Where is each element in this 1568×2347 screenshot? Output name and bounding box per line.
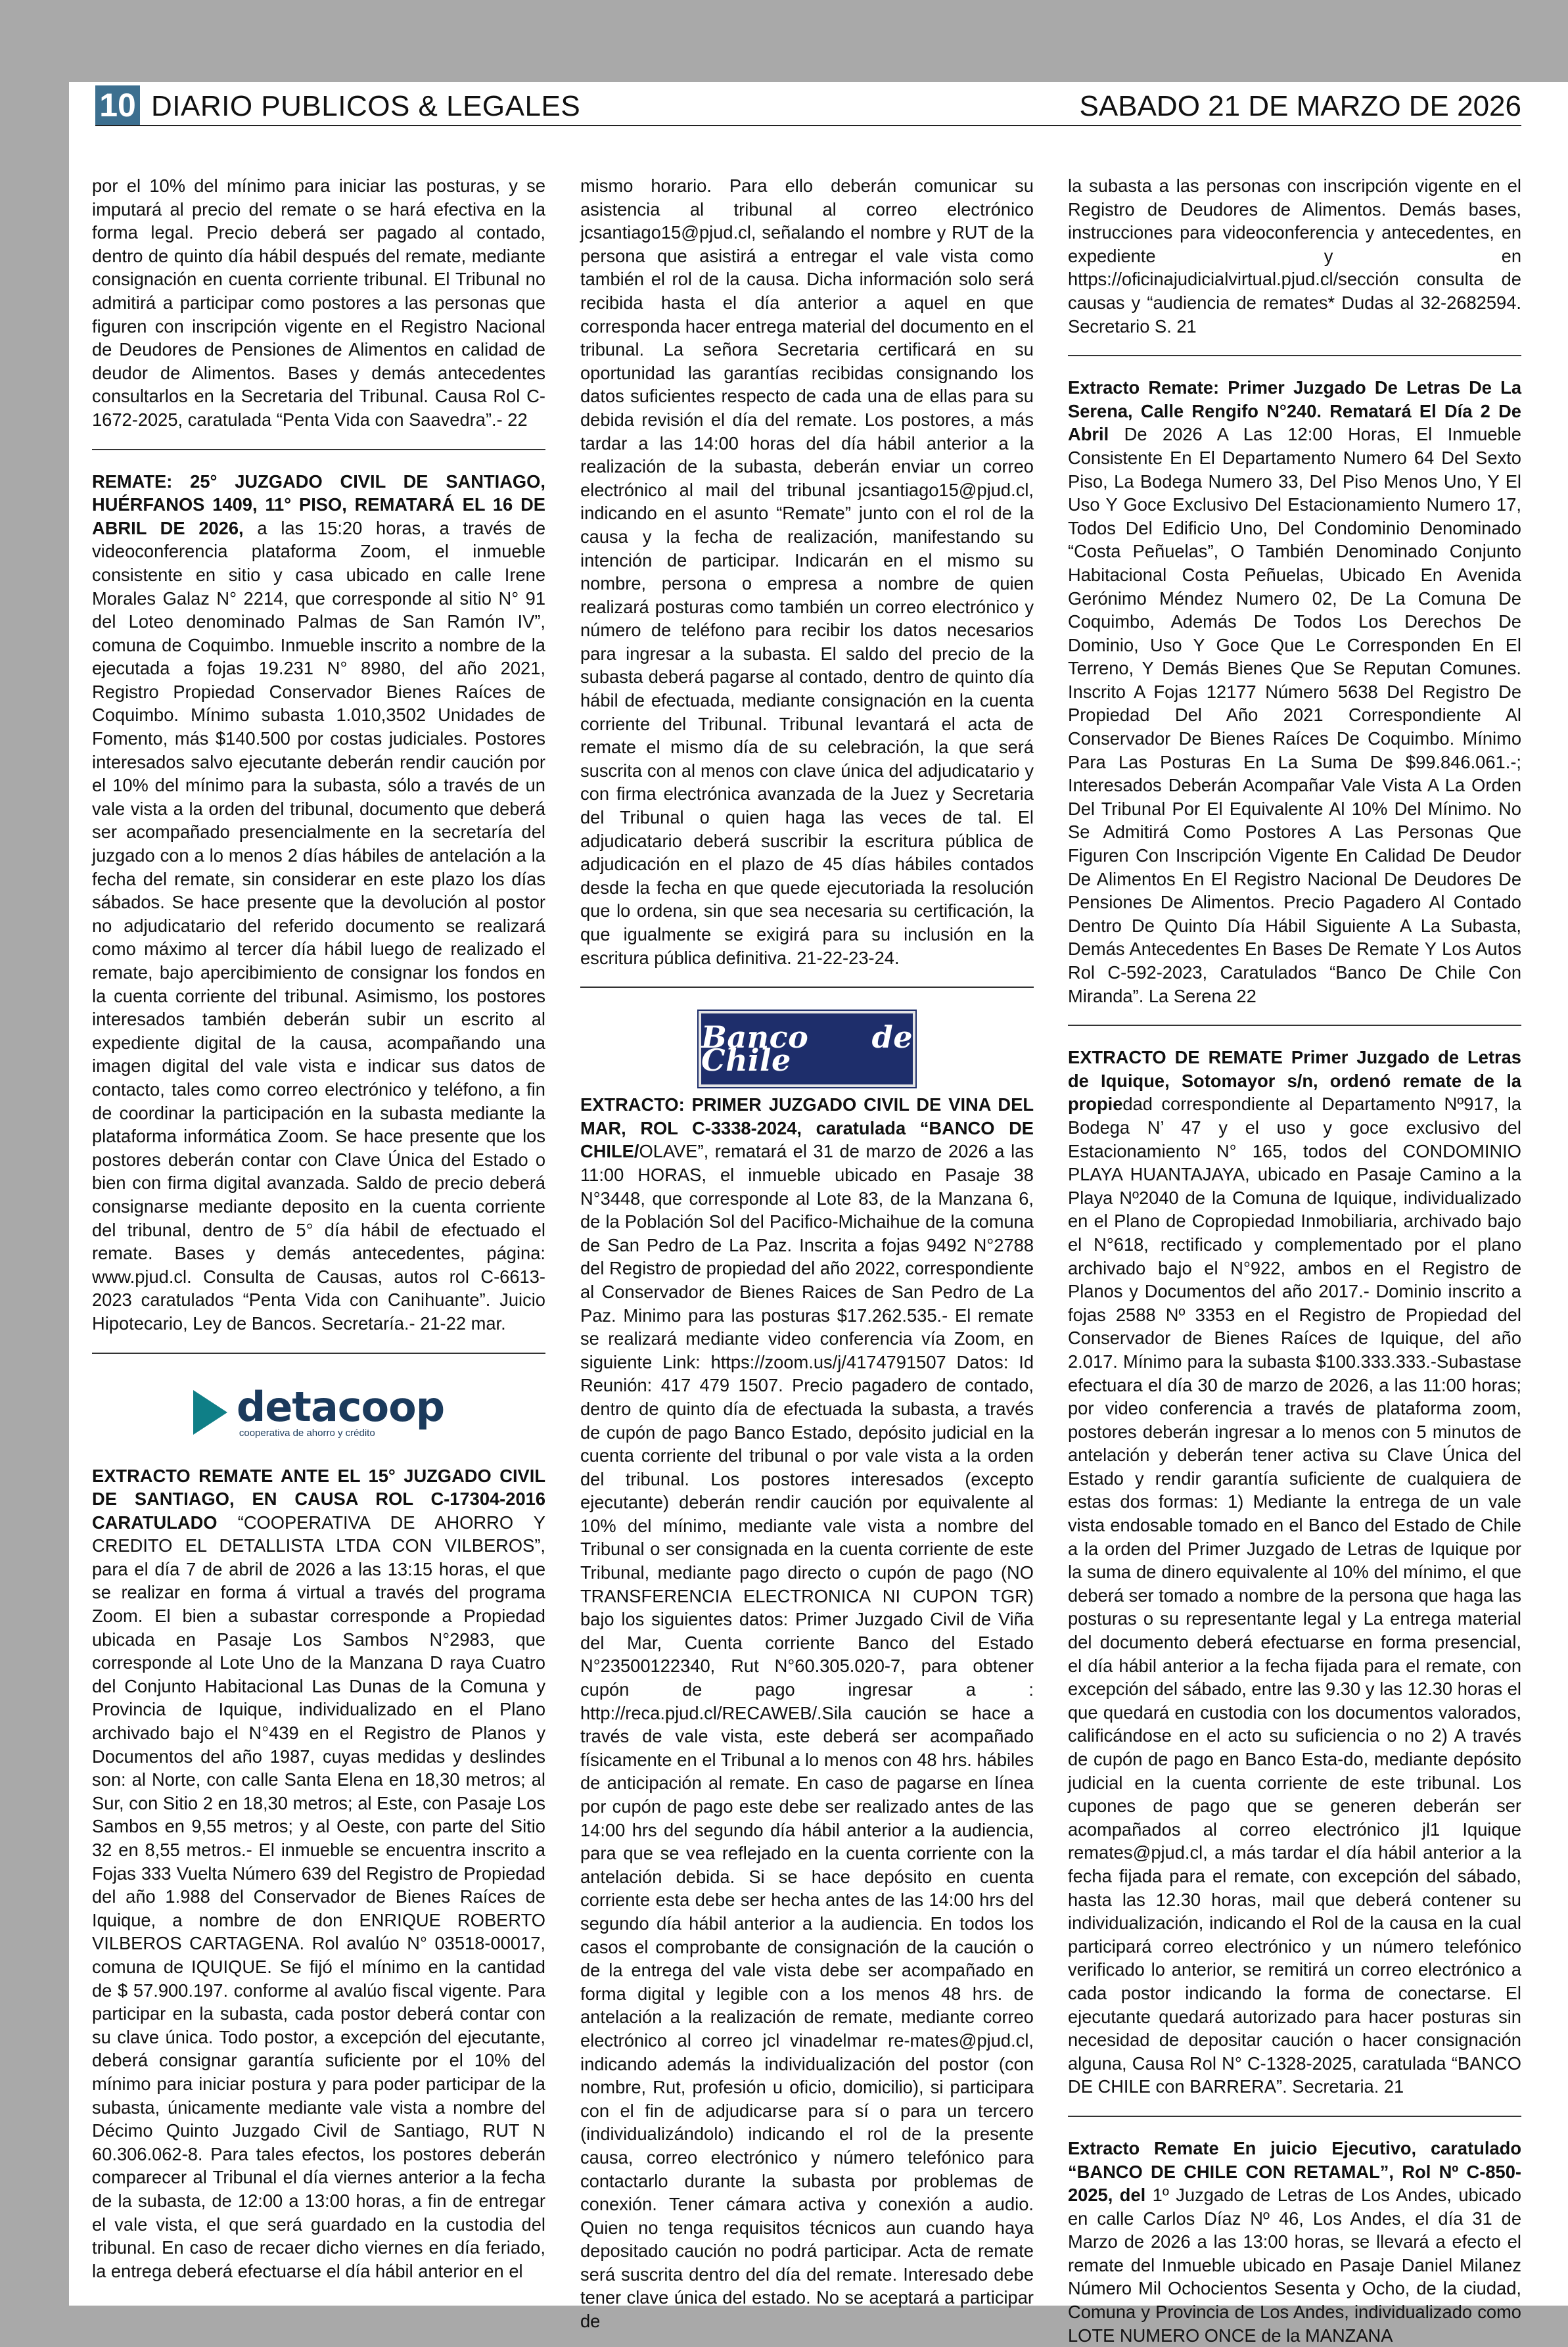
column-2 bbox=[580, 174, 1034, 2333]
notice-iquique: EXTRACTO DE REMATE Primer Juzgado de Letras de Iquique, Sotomayor s/n, ordenó remate de la propiedad correspondiente al Departamento Nº917, la Bodega N’ 47 y el uso y goce exclusivo del Estacionamiento N° 165, todos del CONDOMINIO PLAYA HUANTAJAYA, ubicado en Pasaje Camino a la Playa Nº2040 de la Comuna de Iquique, individualizado en el Plano de Copropiedad Inmobiliaria, archivado bajo el N°618, rectificado y complementado por el plano archivado bajo el N°922, ambos en el Registro de Planos y Documentos del año 2017.- Dominio inscrito a fojas 2588 Nº 3353 en el Registro de Propiedad del Conservador de Bienes Raíces de Iquique, del año 2.017. Mínimo para la subasta $100.333.333.-Subastase efectuara el día 30 de marzo de 2026, a las 11:00 horas; por video conferencia a través de plataforma zoom, postores deberán ingresar a lo menos con 5 minutos de antelación y deberán tener activa su Clave Única del Estado y rendir garantía suficiente de cualquiera de estas dos formas: 1) Mediante la entrega de un vale vista endosable tomado en el Banco del Estado de Chile a la orden del Primer Juzgado de Letras de Iquique por la suma de dinero equivalente al 10% del mínimo, el que deberá ser tomado a nombre de la persona que haga las posturas o su representante legal y La entrega material del documento deberá efectuarse en forma presencial, el día hábil anterior a la fecha fijada para el remate, con excepción del sábado, entre las 9.30 y las 12.30 horas el que quedará en custodia con los documentos valorados, calificándose en el acto su suficiencia o no 2) A través de cupón de pago en Banco Esta-do, mediante depósito judicial en la cuenta corriente de este tribunal. Los cupones de pago que se generen deberán ser acompañados al correo electrónico jl1 Iquique remates@pjud.cl, a más tardar el día hábil anterior a la fecha fijada para el remate, con excepción del sábado, hasta las 12.30 horas, mail que deberá contener su individualización, indicando el Rol de la causa en la cual participará correo electrónico y un número telefónico verificado lo anterior, se remitirá un correo electrónico a cada postor indicando la forma de conectarse. El ejecutante quedará autorizado para hacer posturas sin necesidad de depositar caución o hacer consignación alguna, Causa Rol N° C-1328-2025, caratulada “BANCO DE CHILE con BARRERA”. Secretaria. 21 bbox=[1068, 1047, 1521, 2097]
notice-la-serena: Extracto Remate: Primer Juzgado De Letras De La Serena, Calle Rengifo N°240. Rematará El Día 2 De Abril De 2026 A Las 12:00 Horas, El Inmueble Consistente En El Departamento Numero 64 Del Sexto Piso, La Bodega Numero 33, Del Piso Menos Uno, Y El Uso Y Goce Exclusivo Del Estacionamiento Numero 17, Todos Del Edificio Uno, Del Condominio Denominado “Costa Peñuelas”, O También Denominado Conjunto Habitacional Costa Peñuelas, Ubicado En Avenida Gerónimo Méndez Numero 02, De La Comuna De Coquimbo, Además De Todos Los Derechos De Dominio, Uso Y Goce Que Le Corresponden En El Terreno, Y Demás Bienes Que Se Reputan Comunes. Inscrito A Fojas 12177 Número 5638 Del Registro De Propiedad Del Año 2021 Correspondiente Al Conservador De Bienes Raíces De Coquimbo. Mínimo Para Las Posturas En La Suma De $99.846.061.-; Interesados Deberán Acompañar Vale Vista A La Orden Del Tribunal Por El Equivalente Al 10% Del Mínimo. No Se Admitirá Como Postores A Las Personas Que Figuren Con Inscripción Vigente En Calidad De Deudor De Alimentos En El Registro Nacional De Deudores De Pensiones De Alimentos. Precio Pagadero Al Contado Dentro De Quinto Día Hábil Siguiente A La Subasta, Demás Antecedentes En Bases De Remate Y Los Autos Rol C-592-2023, Caratulados “Banco De Chile Con Miranda”. La Serena 22 bbox=[1068, 377, 1521, 1006]
notice-vina-del-mar-cont: la subasta a las personas con inscripción vigente en el Registro de Deudores de Alimentos. Demás bases, instrucciones para videoconferencia y antecedentes, en expediente y en https://oficinajudicialvirtual.pjud.cl/sección consulta de causas y “audiencia de remates* Dudas al 32-2682594. Secretario S. 21 bbox=[1068, 175, 1521, 337]
notice-heading: EXTRACTO REMATE ANTE EL 15° JUZGADO CIVIL DE SANTIAGO, EN CAUSA ROL C-17304-2016 CARATULADO bbox=[92, 1465, 545, 1533]
divider bbox=[1068, 1025, 1521, 1026]
detacoop-name: detacoop bbox=[236, 1382, 445, 1431]
banco-name: Banco de Chile bbox=[701, 1019, 913, 1079]
publication-name: DIARIO PUBLICOS & LEGALES bbox=[151, 90, 581, 122]
notice-los-andes: Extracto Remate En juicio Ejecutivo, caratulado “BANCO DE CHILE CON RETAMAL”, Rol Nº C-850-2025, del 1º Juzgado de Letras de Los Andes, ubicado en calle Carlos Díaz Nº 46, Los Andes, el día 31 de Marzo de 2026 a las 13:00 horas, se llevará a efecto el remate del Inmueble ubicado en Pasaje Daniel Milanez Número Mil Ochocientos Sesenta y Ocho, de la ciudad, Comuna y Provincia de Los Andes, individualizado como LOTE NUMERO ONCE de la MANZANA bbox=[1068, 2137, 1521, 2346]
divider bbox=[92, 1353, 545, 1354]
divider bbox=[580, 987, 1034, 988]
notice-heading: REMATE: 25° JUZGADO CIVIL DE SANTIAGO, HUÉRFANOS 1409, 11° PISO, REMATARÁ EL 16 DE ABRIL DE 2026, bbox=[92, 471, 545, 538]
column-3 bbox=[1068, 174, 1521, 2347]
page-header bbox=[95, 85, 1521, 126]
divider bbox=[92, 449, 545, 450]
page-number: 10 bbox=[95, 85, 140, 125]
detacoop-mark-icon bbox=[193, 1390, 227, 1435]
banco-de-chile-logo bbox=[580, 1008, 1034, 1090]
notice-vina-del-mar: EXTRACTO: PRIMER JUZGADO CIVIL DE VINA DEL MAR, ROL C-3338-2024, caratulada “BANCO DE CHILE/OLAVE”, rematará el 31 de marzo de 2026 a las 11:00 HORAS, el inmueble ubicado en Pasaje 38 N°3448, que corresponde al Lote 83, de la Manzana 6, de la Población Sol del Pacifico-Michaihue de la comuna de San Pedro de La Paz. Inscrita a fojas 9492 N°2788 del Registro de propiedad del año 2022, correspondiente al Conservador de Bienes Raices de San Pedro de La Paz. Minimo para las posturas $17.262.535.- El remate se realizará mediante video conferencia vía Zoom, en siguiente Link: https://zoom.us/j/4174791507 Datos: Id Reunión: 417 479 1507. Precio pagadero de contado, dentro de quinto día de efectuada la subasta, a través de cupón de pago Banco Estado, depósito judicial en la cuenta corriente del tribunal o por vale vista a la orden del tribunal. Los postores interesados (excepto ejecutante) deberán rendir caución por equivalente al 10% del mínimo, mediante vale vista a nombre del Tribunal o ser consignada en la cuenta corriente de este Tribunal, mediante pago directo o cupón de pago (NO TRANSFERENCIA ELECTRONICA NI CUPON TGR) bajo los siguientes datos: Primer Juzgado Civil de Viña del Mar, Cuenta corriente Banco del Estado N°23500122340, Rut N°60.305.020-7, para obtener cupón de pago ingresar a : http://reca.pjud.cl/RECAWEB/.Sila caución se hace a través de vale vista, este deberá ser acompañado físicamente en el Tribunal a lo menos con 48 hrs. hábiles de anticipación al remate. En caso de pagarse en línea por cupón de pago este debe ser realizado antes de las 14:00 hrs del segundo día hábil anterior a la audiencia, para que se vea reflejado en la cuenta corriente con la antelación debida. Si se hace depósito en cuenta corriente esta debe ser hecha antes de las 14:00 hrs del segundo día hábil anterior a la audiencia. En todos los casos el comprobante de consignación de la caución o de la entrega del vale vista debe ser acompañado en forma digital y legible con a los menos 48 hrs. de antelación a la realización de remate, mediante correo electrónico al correo jcl vinadelmar re-mates@pjud.cl, indicando además la individualización del postor (con nombre, Rut, profesión u oficio, domicilio), si participara con el fin de adjudicarse para sí o para un tercero (individualizándolo) indicando el rol de la presente causa, correo electrónico y número telefónico para contactarlo durante la subasta por problemas de conexión. Tener cámara activa y conexión a audio. Quien no tenga requisitos técnicos aun cuando haya depositado caución no podrá participar. Acta de remate será suscrita dentro del día del remate. Interesado debe tener clave única del estado. No se aceptará a participar de bbox=[580, 1094, 1034, 2332]
notice-penta-saavedra: por el 10% del mínimo para iniciar las posturas, y se imputará al precio del remate o se hará efectiva en la forma legal. Precio deberá ser pagado al contado, dentro de quinto día hábil después del remate, mediante consignación en cuenta corriente tribunal. El Tribunal no admitirá a participar como postores a las personas que figuren con inscripción vigente en el Registro Nacional de Deudores de Pensiones de Alimentos en calidad de deudor de Alimentos. Bases y demás antecedentes consultarlos en la Secretaria del Tribunal. Causa Rol C-1672-2025, caratulada “Penta Vida con Saavedra”.- 22 bbox=[92, 175, 545, 430]
divider bbox=[1068, 2116, 1521, 2117]
publication-date: SABADO 21 DE MARZO DE 2026 bbox=[1079, 90, 1521, 122]
notice-heading: EXTRACTO: PRIMER JUZGADO CIVIL DE VINA DEL MAR, ROL C-3338-2024, caratulada “BANCO DE CHILE/ bbox=[580, 1094, 1034, 1162]
notice-heading: Extracto Remate En juicio Ejecutivo, caratulado “BANCO DE CHILE CON RETAMAL”, Rol Nº C-850-2025, del bbox=[1068, 2137, 1521, 2206]
column-1 bbox=[92, 174, 545, 2283]
notice-15-juzgado-civil: EXTRACTO REMATE ANTE EL 15° JUZGADO CIVIL DE SANTIAGO, EN CAUSA ROL C-17304-2016 CARATULADO “COOPERATIVA DE AHORRO Y CREDITO EL DETALLISTA LTDA CON VILBEROS”, para el día 7 de abril de 2026 a las 13:15 horas, el que se realizar en forma á virtual a través del programa Zoom. El bien a subastar corresponde a Propiedad ubicada en Pasaje Los Sambos N°2983, que corresponde al Lote Uno de la Manzana D raya Cuatro del Conjunto Habitacional Las Dunas de la Comuna y Provincia de Iquique, individualizado en el Plano archivado bajo el N°439 en el Registro de Planos y Documentos del año 1987, cuyas medidas y deslindes son: al Norte, con calle Santa Elena en 18,30 metros; al Sur, con Sitio 2 en 18,30 metros; al Este, con Pasaje Los Sambos en 9,55 metros; y al Oeste, con parte del Sitio 32 en 8,55 metros.- El inmueble se encuentra inscrito a Fojas 333 Vuelta Número 639 del Registro de Propiedad del año 1.988 del Conservador de Bienes Raíces de Iquique, a nombre de don ENRIQUE ROBERTO VILBEROS CARTAGENA. Rol avalúo N° 03518-00017, comuna de IQUIQUE. Se fijó el mínimo en la cantidad de $ 57.900.197. conforme al avalúo fiscal vigente. Para participar en la subasta, cada postor deberá contar con su clave única. Todo postor, a excepción del ejecutante, deberá consignar garantía suficiente por el 10% del mínimo para iniciar postura y para poder participar de la subasta, únicamente mediante vale vista a nombre del Décimo Quinto Juzgado Civil de Santiago, RUT N 60.306.062-8. Para tales efectos, los postores deberán comparecer al Tribunal el día viernes anterior a la fecha de la subasta, de 12:00 a 13:00 horas, a fin de entregar el vale vista, el que será guardado en la custodia del tribunal. En caso de recaer dicho viernes en día feriado, la entrega deberá efectuarse el día hábil anterior en el bbox=[92, 1465, 545, 2281]
notice-heading: Extracto Remate: Primer Juzgado De Letras De La Serena, Calle Rengifo N°240. Rematará El Día 2 De Abril bbox=[1068, 377, 1521, 445]
notice-25-juzgado-civil: REMATE: 25° JUZGADO CIVIL DE SANTIAGO, HUÉRFANOS 1409, 11° PISO, REMATARÁ EL 16 DE ABRIL DE 2026, a las 15:20 horas, a través de videoconferencia plataforma Zoom, el inmueble consistente en sitio y casa ubicado en calle Irene Morales Galaz N° 2214, que corresponde al sitio N° 91 del Loteo denominado Palmas de San Ramón IV”, comuna de Coquimbo. Inmueble inscrito a nombre de la ejecutada a fojas 19.231 N° 8980, del año 2021, Registro Propiedad Conservador Bienes Raíces de Coquimbo. Mínimo subasta 1.010,3502 Unidades de Fomento, más $140.500 por costas judiciales. Postores interesados salvo ejecutante deberán rendir caución por el 10% del mínimo para la subasta, sólo a través de un vale vista a la orden del tribunal, documento que deberá ser acompañado presencialmente en la secretaría del juzgado con a lo menos 2 días hábiles de antelación a la fecha del remate, sin considerar en este plazo los días sábados. Se hace presente que la devolución al postor no adjudicatario del referido documento se realizará como máximo al tercer día hábil luego de realizado el remate, bajo apercibimiento de consignar los fondos en la cuenta corriente del tribunal. Asimismo, los postores interesados también deberán subir un escrito al expediente digital de la causa, acompañando una imagen digital del vale vista e indicar sus datos de contacto, tales como correo electrónico y teléfono, a fin de coordinar la participación en la subasta mediante la plataforma informática Zoom. Se hace presente que los postores deberán contar con Clave Única del Estado o bien con firma digital avanzada. Saldo de precio deberá consignarse mediante deposito en la cuenta corriente del tribunal, dentro de 5° día hábil de efectuado el remate. Bases y demás antecedentes, página: www.pjud.cl. Consulta de Causas, autos rol C-6613-2023 caratulados “Penta Vida con Canihuante”. Juicio Hipotecario, Ley de Bancos. Secretaría.- 21-22 mar. bbox=[92, 471, 545, 1334]
divider bbox=[1068, 355, 1521, 356]
notice-heading: EXTRACTO DE REMATE Primer Juzgado de Letras de Iquique, Sotomayor s/n, ordenó remate de la propie bbox=[1068, 1047, 1521, 1115]
detacoop-tagline: cooperativa de ahorro y crédito bbox=[239, 1427, 375, 1439]
notice-15-juzgado-civil-cont: mismo horario. Para ello deberán comunicar su asistencia al tribunal al correo electrónico jcsantiago15@pjud.cl, señalando el nombre y RUT de la persona que asistirá a entregar el vale vista como también el rol de la causa. Dicha información solo será recibida hasta el día anterior a aquel en que corresponda hacer entrega material del documento en el tribunal. La señora Secretaria certificará en su oportunidad las garantías recibidas consignando los datos suficientes respecto de cada una de ellas para su debida revisión el día del remate. Los postores, a más tardar a las 14:00 horas del día hábil anterior a la realización de la subasta, deberán enviar un correo electrónico al mail del tribunal jcsantiago15@pjud.cl, indicando en el asunto “Remate” junto con el rol de la causa y la fecha de realización, manifestando su intención de participar. Indicarán en el mismo su nombre, persona o empresa a nombre de quien realizará posturas como también un correo electrónico y número de teléfono para recibir los datos necesarios para ingresar a la subasta. El saldo del precio de la subasta deberá pagarse al contado, dentro de quinto día hábil de efectuada, mediante consignación en la cuenta corriente del Tribunal. Tribunal levantará el acta de remate el mismo día de su celebración, la que será suscrita con al menos con clave única del adjudicatario y con firma electrónica avanzada de la Juez y Secretaria del Tribunal o quien haga las veces de tal. El adjudicatario deberá suscribir la escritura pública de adjudicación en el plazo de 45 días hábiles contados desde la fecha en que quede ejecutoriada la resolución que lo ordena, sin que sea necesaria su certificación, la que igualmente se exigirá para su inclusión en la escritura pública definitiva. 21-22-23-24. bbox=[580, 175, 1034, 968]
detacoop-logo bbox=[92, 1370, 545, 1455]
